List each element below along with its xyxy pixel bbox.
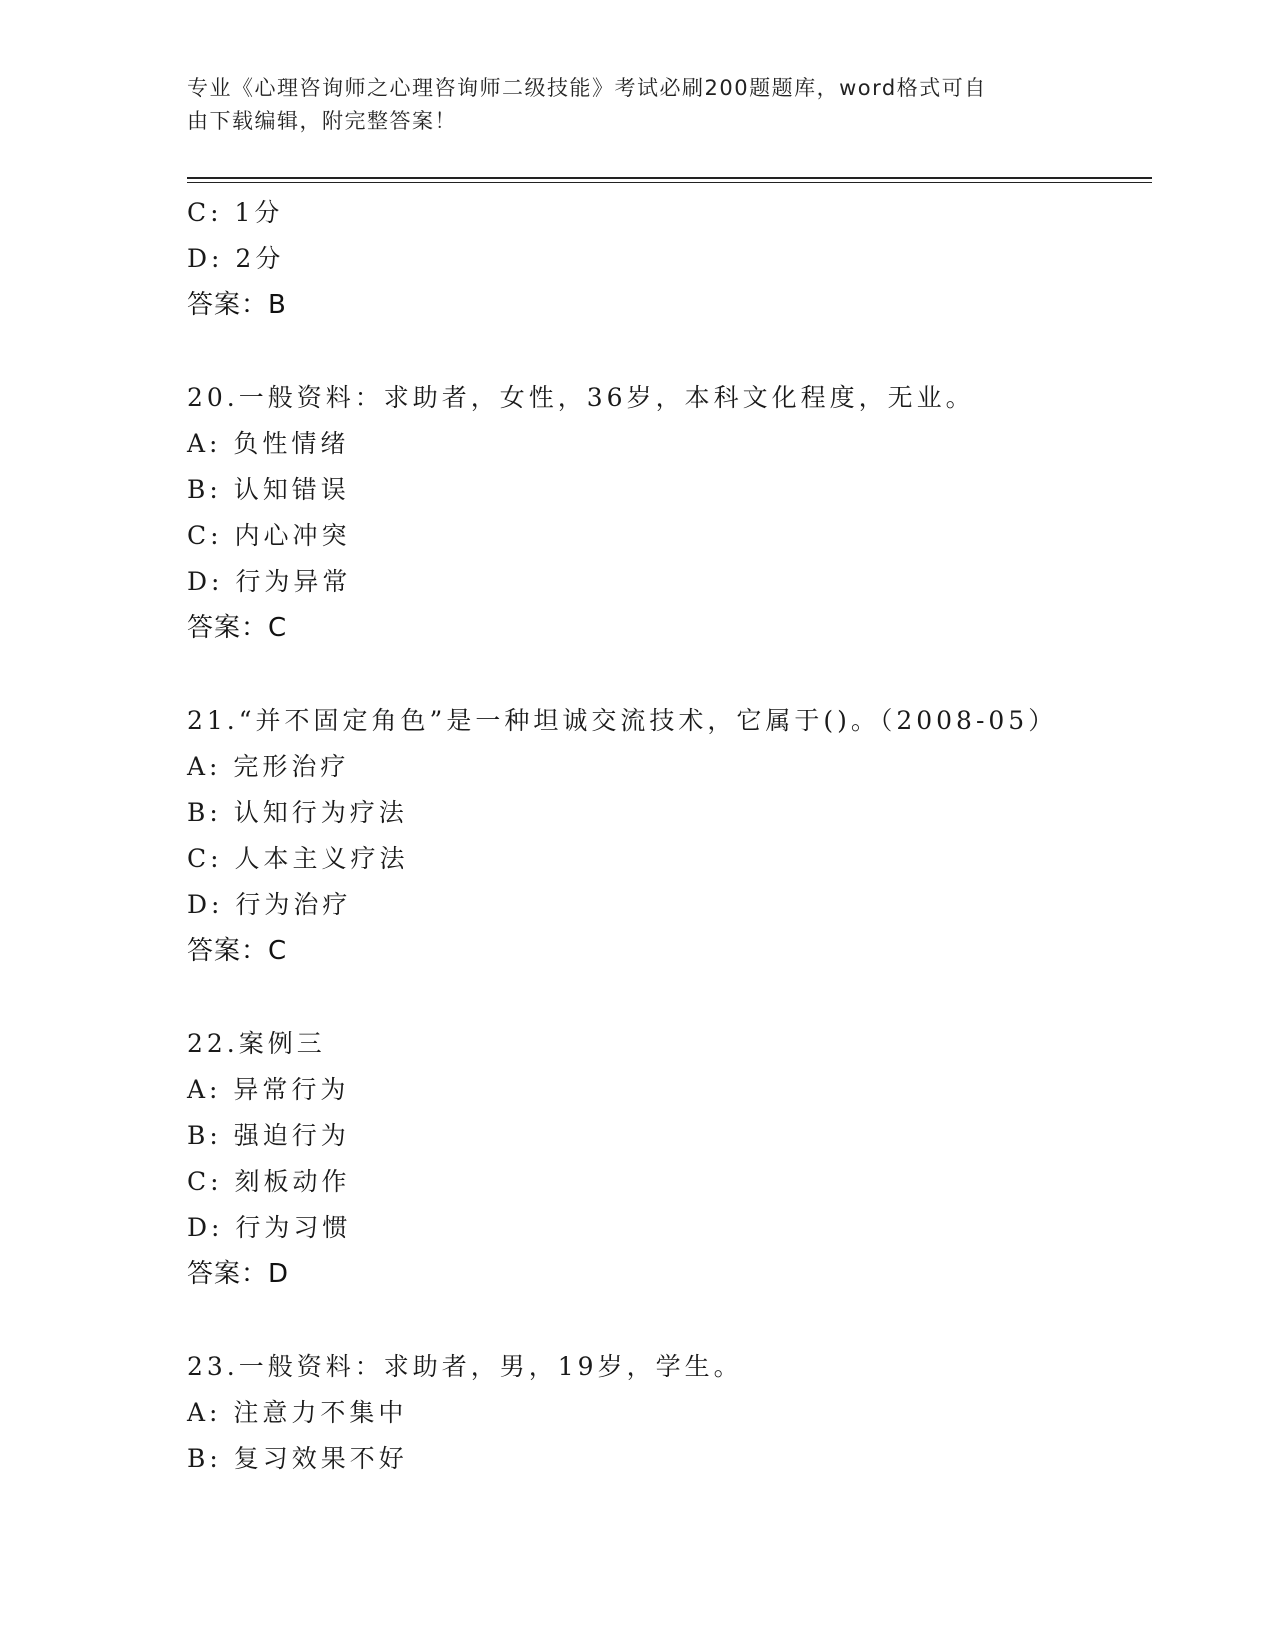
option-d: D: 行为治疗 xyxy=(187,890,352,919)
answer-line: 答案：B xyxy=(187,290,287,320)
question-stem: 21.“并不固定角色”是一种坦诚交流技术，它属于()。（2008-05） xyxy=(187,706,1058,735)
question-21 xyxy=(187,698,1152,974)
option-c: C: 1分 xyxy=(187,198,284,227)
question-19-tail xyxy=(187,190,1152,328)
question-22 xyxy=(187,1021,1152,1297)
header-divider-thin xyxy=(187,182,1152,183)
answer-line: 答案：C xyxy=(187,613,288,643)
option-b: B: 认知行为疗法 xyxy=(187,798,408,827)
option-b: B: 复习效果不好 xyxy=(187,1444,408,1473)
question-stem: 20.一般资料：求助者，女性，36岁，本科文化程度，无业。 xyxy=(187,383,975,412)
question-stem: 23.一般资料：求助者，男，19岁，学生。 xyxy=(187,1352,743,1381)
question-stem: 22.案例三 xyxy=(187,1029,326,1058)
option-a: A: 注意力不集中 xyxy=(187,1398,408,1427)
option-c: C: 人本主义疗法 xyxy=(187,844,409,873)
option-c: C: 刻板动作 xyxy=(187,1167,351,1196)
question-20 xyxy=(187,375,1152,651)
question-23 xyxy=(187,1344,1152,1482)
option-d: D: 行为异常 xyxy=(187,567,352,596)
answer-line: 答案：C xyxy=(187,936,288,966)
option-b: B: 认知错误 xyxy=(187,475,350,504)
header-line-1: 专业《心理咨询师之心理咨询师二级技能》考试必刷200题题库，word格式可自 xyxy=(187,76,987,100)
option-a: A: 完形治疗 xyxy=(187,752,350,781)
option-c: C: 内心冲突 xyxy=(187,521,351,550)
answer-line: 答案：D xyxy=(187,1259,290,1289)
option-a: A: 异常行为 xyxy=(187,1075,350,1104)
header-divider-thick xyxy=(187,177,1152,179)
option-d: D: 2分 xyxy=(187,244,285,273)
option-b: B: 强迫行为 xyxy=(187,1121,350,1150)
header-line-2: 由下载编辑，附完整答案！ xyxy=(187,109,457,133)
option-a: A: 负性情绪 xyxy=(187,429,350,458)
question-list xyxy=(187,190,1152,1482)
option-d: D: 行为习惯 xyxy=(187,1213,352,1242)
document-header xyxy=(187,72,1067,138)
